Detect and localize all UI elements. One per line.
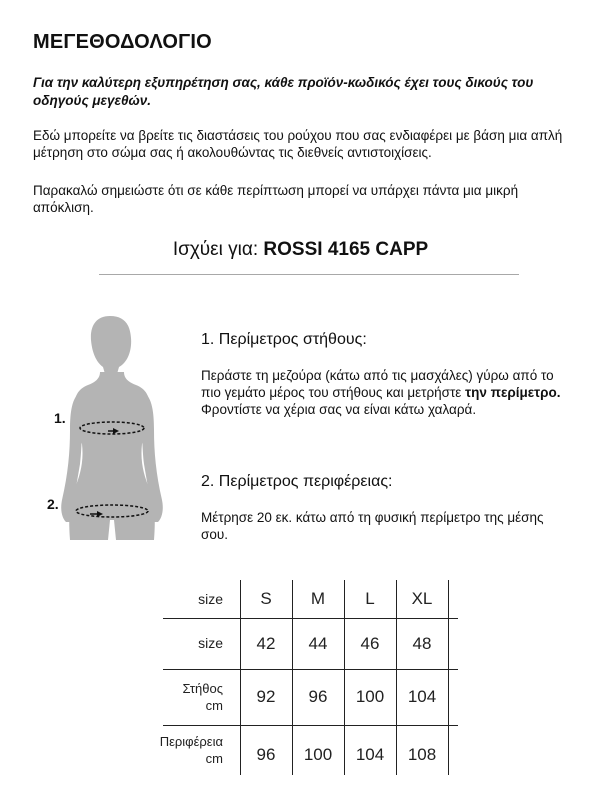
section-2-text: Μέτρησε 20 εκ. κάτω από τη φυσική περίμετρο της μέσης σου. [201, 510, 544, 542]
divider [99, 274, 519, 275]
table-row-label: Στήθος cm [182, 681, 223, 713]
table-header-cell: S [260, 589, 272, 608]
table-header-cell: M [310, 589, 326, 608]
table-cell: 44 [308, 633, 328, 653]
section-1-text-a: Περάστε τη μεζούρα (κάτω από τις μασχάλες) γύρω από το πιο γεμάτο μέρος του στήθους και μετρήστε [201, 368, 554, 400]
table-cell: 42 [256, 633, 276, 653]
applies-prefix: Ισχύει για: [172, 239, 264, 260]
deviation-note: Παρακαλώ σημειώστε ότι σε κάθε περίπτωση μπορεί να υπάρχει πάντα μια μικρή απόκλιση. [33, 183, 519, 215]
page-title: ΜΕΓΕΘΟΔΟΛΟΓΙΟ [33, 31, 212, 53]
table-row-label: size [198, 635, 223, 651]
table-header-cell: XL [411, 589, 433, 608]
marker-2: 2. [47, 496, 59, 512]
lead-text: Για την καλύτερη εξυπηρέτηση σας, κάθε προϊόν-κωδικός έχει τους δικούς του οδηγούς μεγεθών. [33, 75, 534, 108]
product-code: ROSSI 4165 CAPP [263, 239, 429, 260]
section-1-text-bold: την περίμετρο. [465, 385, 561, 400]
intro-paragraph: Εδώ μπορείτε να βρείτε τις διαστάσεις του ρούχου που σας ενδιαφέρει με βάση μια απλή μέτρηση στο σώμα σας ή ακολουθώντας τις διεθνείς αντιστοιχίσεις. [33, 128, 563, 160]
table-cell: 100 [355, 687, 385, 706]
section-1-title: 1. Περίμετρος στήθους: [201, 331, 367, 348]
table-header-label: size [198, 590, 223, 607]
applies-to-line [0, 239, 601, 261]
section-2-title: 2. Περίμετρος περιφέρειας: [201, 473, 393, 490]
section-1-text [201, 367, 571, 418]
size-table [159, 580, 458, 775]
table-header-cell: L [365, 589, 375, 608]
body-silhouette-icon [50, 312, 180, 552]
table-cell: 108 [407, 745, 437, 764]
table-cell: 48 [412, 633, 432, 653]
section-1-text-b: Φροντίστε να χέρια σας να είναι κάτω χαλαρά. [201, 402, 477, 417]
table-vline [448, 580, 449, 775]
table-cell: 96 [308, 687, 328, 706]
table-cell: 92 [256, 687, 276, 706]
table-cell: 46 [360, 633, 380, 653]
table-cell: 104 [355, 745, 385, 764]
table-cell: 100 [303, 745, 333, 764]
table-cell: 96 [256, 745, 276, 764]
table-row-label: Περιφέρεια cm [159, 734, 223, 766]
table-cell: 104 [407, 687, 437, 706]
marker-1: 1. [54, 410, 66, 426]
